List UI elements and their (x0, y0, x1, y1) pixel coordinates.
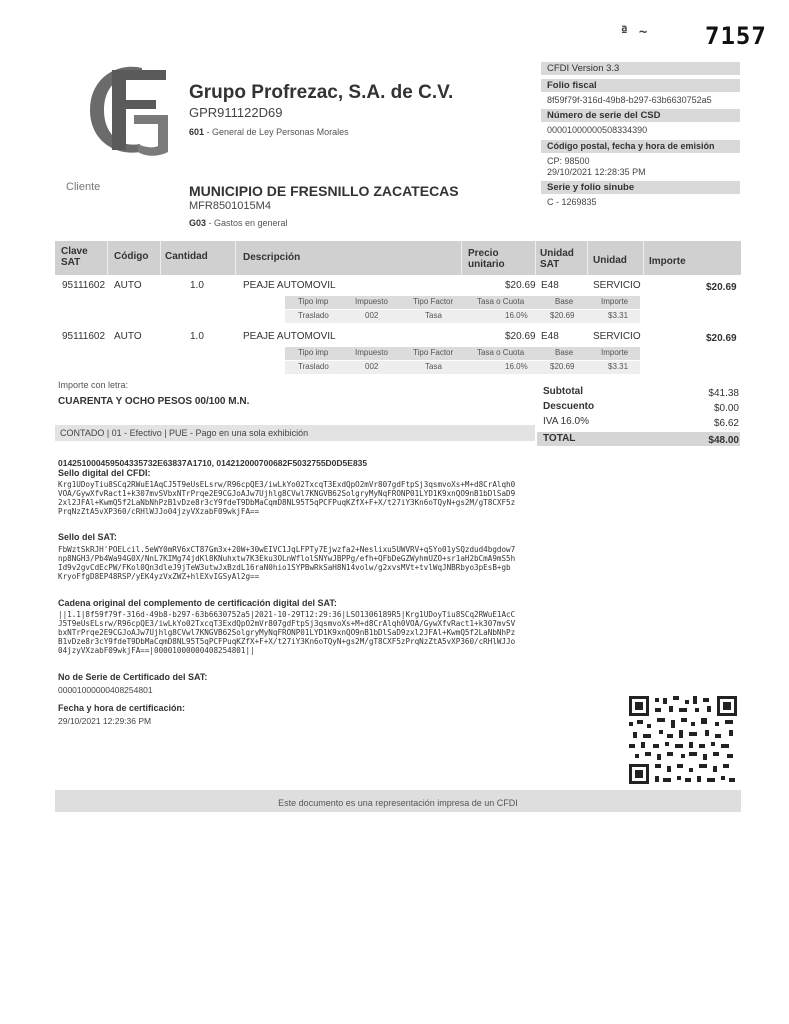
issuer-rfc: GPR911122D69 (189, 105, 283, 120)
item-1-tax-importe: $3.31 (608, 311, 629, 320)
sello-cfdi-text (58, 480, 515, 516)
cadena-line: ||1.1|8f59f79f-316d-49b8-b297-63b6630752a5|2021-10-29T12:29:36|LSO1306189R5|Krg1UDoyTiu8SCq2RWuE1AcC (58, 610, 516, 619)
item-2-unidad-sat: E48 (541, 331, 559, 342)
cadena-line: bxNTrPrqe2E9CGJoAJw7Ujhlg8CVwl7KNGVB62SolgryMyNqFRONP01LYD1K9xnQO9nB1bDlSaD9zxl2JFAl+KwmQ5f2LaNbNhPz (58, 628, 516, 637)
tax-th-impuesto: Impuesto (355, 348, 388, 357)
iva-label: IVA 16.0% (543, 416, 589, 427)
iva-value: $6.62 (713, 418, 739, 429)
sello-sat-line: FbWztSkRJH'POELcil.5eWY0mRV6xCT87Gm3x+20W+30wEIVC1JqLFPTy7Ejwzfa2+Neslixu5UWVRV+qSYo01ySQzdud4bgdow7 (58, 545, 516, 554)
issuer-regimen-code: 601 (189, 127, 205, 137)
item-2-tax-row (285, 361, 640, 374)
issuer-name: Grupo Profrezac, S.A. de C.V. (189, 82, 454, 103)
item-1-precio: $20.69 (505, 280, 536, 291)
cadena-line: J5T9eUsELsrw/R96cpQE3/iwLkYo02TxcqT3ExdQpO2mVr807gdFtpSj3qsmvoXs+M+d8CrAlqh0VOA/GywXfvRact1+k307mvSV (58, 619, 516, 628)
company-logo-icon (82, 60, 172, 160)
item-1-cantidad: 1.0 (190, 280, 204, 291)
total-label: TOTAL (543, 433, 576, 444)
th-importe: Importe (649, 256, 686, 267)
payment-method: CONTADO | 01 - Efectivo | PUE - Pago en una sola exhibición (55, 425, 535, 441)
cert-sat-title: No de Serie de Certificado del SAT: (58, 672, 208, 682)
cfdi-info-box (541, 62, 740, 207)
item-2-tax-base: $20.69 (550, 362, 575, 371)
descuento-value: $0.00 (713, 403, 739, 414)
sello-cfdi-line: 2xl2JFAl+KwmQ5f2LaNbNhPzB1vDze8r3cY9fdeT9DbMaCqmD8NL95T5qPCFPuqKZfX+F+X/t27iY3Kn6oTQyN+gs2M/gT8CXF5z (58, 498, 516, 507)
client-uso-desc: - Gastos en general (206, 218, 288, 228)
fecha-emision: 29/10/2021 12:28:35 PM (547, 167, 646, 177)
cert-fecha-title: Fecha y hora de certificación: (58, 703, 186, 713)
tax-th-base: Base (555, 297, 574, 306)
th-unidad-sat: Unidad SAT (540, 248, 574, 270)
th-descripcion: Descripción (243, 252, 301, 263)
sello-sat-title: Sello del SAT: (58, 532, 117, 542)
tax-th-factor: Tipo Factor (413, 297, 454, 306)
amount-letter-label: Importe con letra: (58, 380, 129, 390)
client-rfc: MFR8501015M4 (189, 200, 271, 212)
cadena-line: 04jzyVXzabF09wkjFA==|00001000000408254801|| (58, 646, 255, 655)
item-2-clave: 95111602 (62, 331, 106, 342)
folio-fiscal-value: 8f59f79f-316d-49b8-b297-63b6630752a5 (547, 95, 712, 105)
tax-th-factor: Tipo Factor (413, 348, 454, 357)
folio-fiscal-label: Folio fiscal (541, 79, 740, 92)
item-1-tax-tipo: Traslado (298, 311, 329, 320)
item-1-tax-row (285, 310, 640, 323)
th-codigo: Código (114, 251, 149, 262)
csd-label: Número de serie del CSD (541, 109, 740, 122)
handwritten-number: 7157 (705, 22, 767, 50)
th-precio: Precio unitario (468, 248, 505, 270)
client-name: MUNICIPIO DE FRESNILLO ZACATECAS (189, 183, 459, 199)
item-2-codigo: AUTO (114, 331, 142, 342)
tax-th-tipo: Tipo imp (298, 297, 329, 306)
cadena-line: B1vDze8r3cY9fdeT9DbMaCqmD8NL95T5qPCFPuqKZfX+F+X/t27iY3Kn6oTQyN+gs2M/gT8CXF5zPrqNzZtA5vXP360/cRHlWJJo (58, 637, 516, 646)
item-2-tax-tipo: Traslado (298, 362, 329, 371)
tax-th-importe: Importe (601, 348, 629, 357)
footer-note: Este documento es una representación impresa de un CFDI (55, 790, 741, 812)
client-label: Cliente (66, 181, 101, 193)
item-2-precio: $20.69 (505, 331, 536, 342)
item-2-tax-importe: $3.31 (608, 362, 629, 371)
barcode-text: 014251000459504335732E63837A1710, 014212000700682F5032755D0D5E835 (58, 458, 368, 468)
tax-th-impuesto: Impuesto (355, 297, 388, 306)
items-table-header (55, 241, 741, 275)
handwritten-mark: ª ~ (620, 24, 649, 40)
item-1-tax-factor: Tasa (425, 311, 442, 320)
issuer-regimen-desc: - General de Ley Personas Morales (204, 127, 349, 137)
sello-sat-line: Id9v2gvCdEcPW/FKol0Qn3dleJ9jTeW3utwJxBzdL16raN0hio1SYPBwRkSaH8N14volw/g2xvsMVt+tvlWqJNBRbyo3pEsB+gb (58, 563, 511, 572)
item-1-tax-impuesto: 002 (365, 311, 379, 320)
qr-code-icon (629, 696, 737, 784)
tax-th-tasa: Tasa o Cuota (477, 348, 525, 357)
descuento-label: Descuento (543, 401, 595, 412)
item-1-descripcion: PEAJE AUTOMOVIL (243, 280, 336, 291)
th-clave: Clave SAT (61, 246, 88, 268)
item-2-descripcion: PEAJE AUTOMOVIL (243, 331, 336, 342)
item-1-tax-base: $20.69 (550, 311, 575, 320)
issuer-regimen (189, 127, 349, 137)
item-2-tax-header (285, 347, 640, 360)
item-1-unidad: SERVICIO (593, 280, 641, 291)
cp-value: CP: 98500 (547, 156, 590, 166)
sello-cfdi-line: VOA/GywXfvRact1+k307mvSVbxNTrPrqe2E9CGJoAJw7Ujhlg8CVwl7KNGVB62SolgryMyNqFRONP01LYD1K9xnQO9nB1bDlSaD9 (58, 489, 516, 498)
cfdi-version: CFDI Version 3.3 (541, 62, 740, 75)
item-1-importe: $20.69 (706, 282, 737, 293)
th-cantidad: Cantidad (165, 251, 208, 262)
item-1-codigo: AUTO (114, 280, 142, 291)
sello-sat-text (58, 545, 515, 581)
item-2-unidad: SERVICIO (593, 331, 641, 342)
item-1-tax-tasa: 16.0% (505, 311, 528, 320)
item-2-tax-tasa: 16.0% (505, 362, 528, 371)
cadena-text (58, 610, 515, 655)
sello-cfdi-title: Sello digital del CFDI: (58, 468, 151, 478)
item-2-importe: $20.69 (706, 333, 737, 344)
sello-sat-line: KryoFfgD8EP48RSP/yEK4yzVxZWZ+hlEXvIGSyAl2g== (58, 572, 260, 581)
sello-cfdi-line: Krg1UDoyTiu8SCq2RWuE1AqCJ5T9eUsELsrw/R96cpQE3/iwLkYo02TxcqT3ExdQpO2mVr807gdFtpSj3qsmvoXs+M+d8CrAlqh0 (58, 480, 516, 489)
sello-cfdi-line: PrqNzZtA5vXP360/cRHlWJJo04jzyVXzabF09wkjFA== (58, 507, 260, 516)
item-1-unidad-sat: E48 (541, 280, 559, 291)
csd-value: 00001000000508334390 (547, 125, 648, 135)
client-uso-code: G03 (189, 218, 207, 228)
th-unidad: Unidad (593, 255, 627, 266)
subtotal-value: $41.38 (708, 388, 739, 399)
tax-th-tasa: Tasa o Cuota (477, 297, 525, 306)
tax-th-base: Base (555, 348, 574, 357)
amount-letter-value: CUARENTA Y OCHO PESOS 00/100 M.N. (58, 396, 250, 407)
total-value: $48.00 (708, 435, 739, 446)
tax-th-importe: Importe (601, 297, 629, 306)
cert-fecha-value: 29/10/2021 12:29:36 PM (58, 716, 152, 726)
client-uso-cfdi (189, 218, 288, 228)
serie-value: C - 1269835 (547, 197, 597, 207)
item-1-clave: 95111602 (62, 280, 106, 291)
subtotal-label: Subtotal (543, 386, 583, 397)
item-2-cantidad: 1.0 (190, 331, 204, 342)
cert-sat-value: 00001000000408254801 (58, 685, 153, 695)
tax-th-tipo: Tipo imp (298, 348, 329, 357)
cp-fecha-label: Código postal, fecha y hora de emisión (541, 140, 740, 153)
item-1-tax-header (285, 296, 640, 309)
item-2-tax-impuesto: 002 (365, 362, 379, 371)
item-2-tax-factor: Tasa (425, 362, 442, 371)
sello-sat-line: np8NGH3/Pb4Wa94G0X/NnL7KIMg74jdKl8KNuhxtw7K3Eku3OLnWflolSNYwJBPPg/efh+QFbDeGZWyhmUZO+sr1aH2bCmA9mS5h (58, 554, 516, 563)
cadena-title: Cadena original del complemento de certificación digital del SAT: (58, 598, 337, 608)
serie-label: Serie y folio sinube (541, 181, 740, 194)
